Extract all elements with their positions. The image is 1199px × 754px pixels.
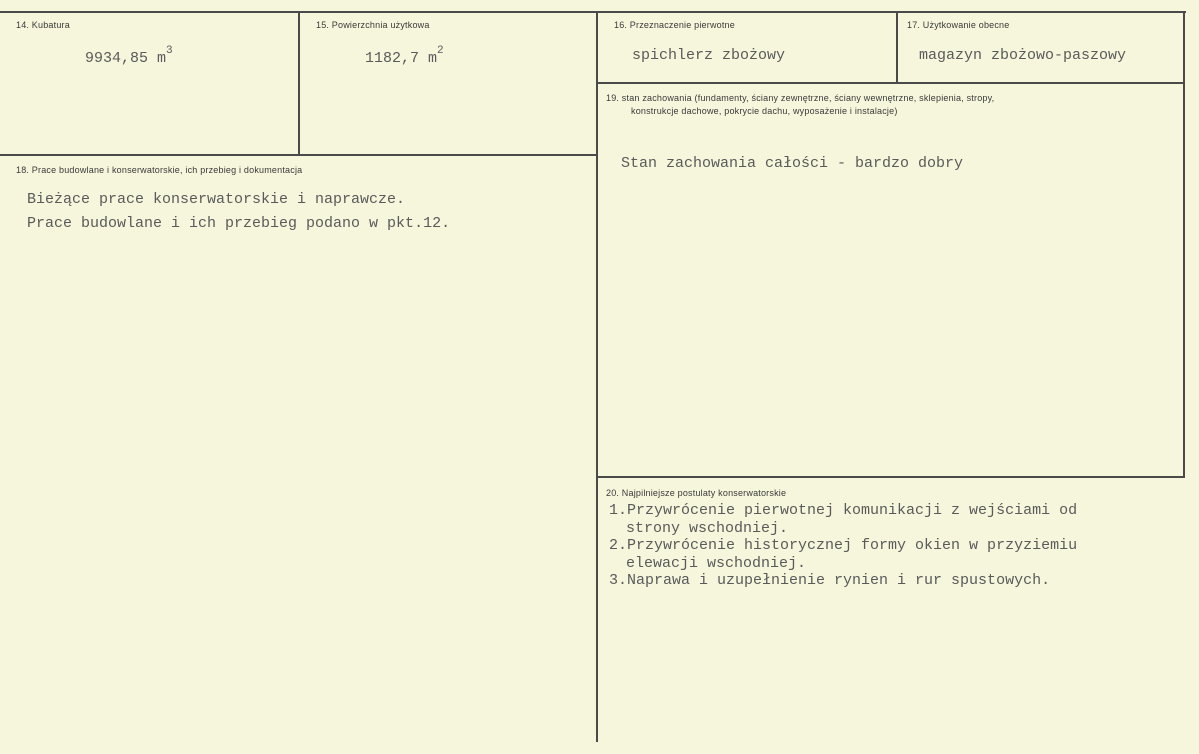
przeznaczenie-label: 16. Przeznaczenie pierwotne — [614, 20, 735, 30]
kubatura-number: 9934,85 — [85, 50, 149, 67]
powierzchnia-number: 1182,7 — [365, 50, 420, 67]
postulat-3-line-1: 3.Naprawa i uzupełnienie rynien i rur spustowych. — [609, 572, 1051, 589]
kubatura-unit: m — [157, 50, 167, 67]
przeznaczenie-value: spichlerz zbożowy — [632, 47, 786, 64]
powierzchnia-label: 15. Powierzchnia użytkowa — [316, 20, 430, 30]
powierzchnia-unit: m — [428, 50, 438, 67]
kubatura-value — [85, 45, 173, 67]
divider-14-15 — [298, 11, 300, 155]
postulat-1-line-1: 1.Przywrócenie pierwotnej komunikacji z wejściami od — [609, 502, 1078, 519]
divider-16-17 — [896, 11, 898, 83]
kubatura-label: 14. Kubatura — [16, 20, 70, 30]
postulaty-label: 20. Najpilniejsze postulaty konserwatorskie — [606, 488, 787, 498]
postulat-1-line-2: strony wschodniej. — [626, 520, 789, 537]
stan-value: Stan zachowania całości - bardzo dobry — [621, 155, 964, 172]
powierzchnia-unit-exponent: 2 — [437, 45, 444, 57]
prace-line-1: Bieżące prace konserwatorskie i naprawcze. — [27, 191, 406, 208]
stan-label-line-1: 19. stan zachowania (fundamenty, ściany zewnętrzne, ściany wewnętrzne, sklepienia, stropy, — [606, 93, 995, 103]
top-border — [0, 11, 1186, 13]
stan-label-line-2: konstrukcje dachowe, pokrycie dachu, wyposażenie i instalacje) — [631, 106, 898, 116]
divider-row-19-20 — [596, 476, 1185, 478]
postulat-2-line-1: 2.Przywrócenie historycznej formy okien w przyziemiu — [609, 537, 1078, 554]
uzytkowanie-label: 17. Użytkowanie obecne — [907, 20, 1010, 30]
right-border — [1183, 11, 1185, 477]
prace-label: 18. Prace budowlane i konserwatorskie, ich przebieg i dokumentacja — [16, 165, 303, 175]
divider-row-16-19 — [596, 82, 1185, 84]
divider-center — [596, 11, 598, 742]
divider-row-14-18 — [0, 154, 598, 156]
prace-line-2: Prace budowlane i ich przebieg podano w pkt.12. — [27, 215, 451, 232]
uzytkowanie-value: magazyn zbożowo-paszowy — [919, 47, 1127, 64]
postulat-2-line-2: elewacji wschodniej. — [626, 555, 807, 572]
kubatura-unit-exponent: 3 — [166, 45, 173, 57]
postulaty-list — [609, 502, 1077, 590]
powierzchnia-value — [365, 45, 444, 67]
